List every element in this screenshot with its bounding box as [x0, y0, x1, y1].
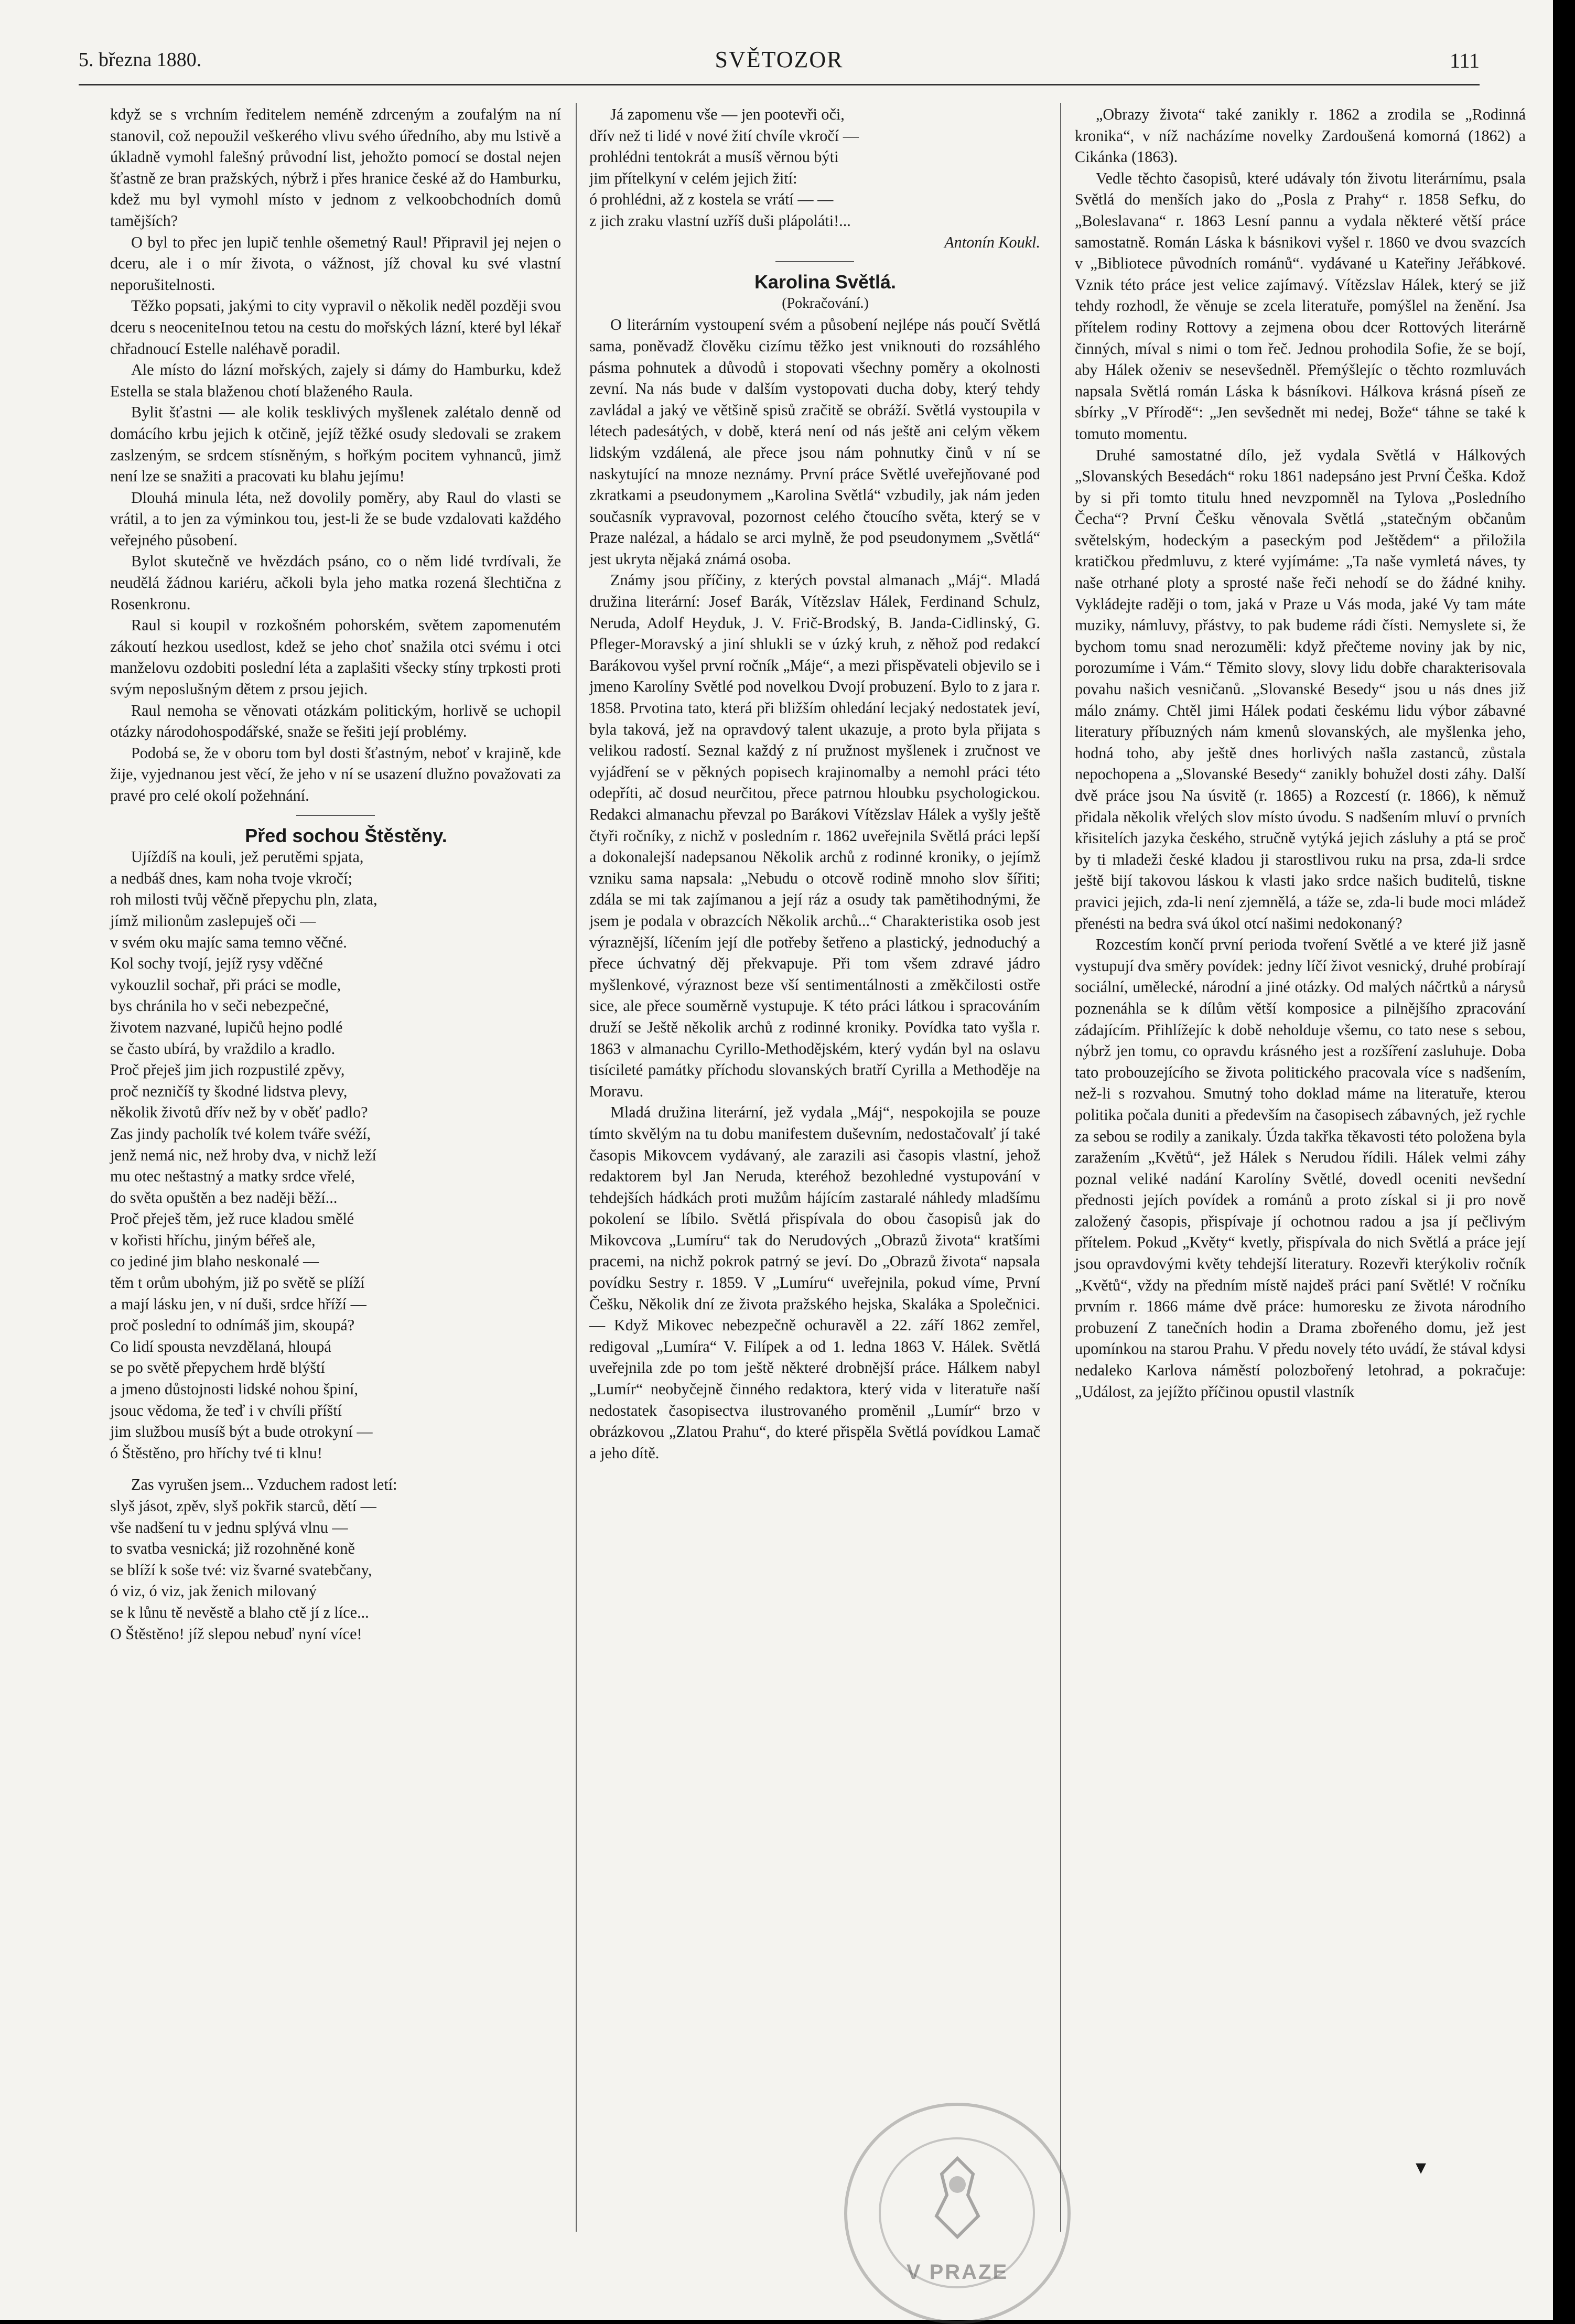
verse-line: vykouzlil sochař, při práci se modle,	[110, 975, 341, 994]
verse-line: ó Štěstěno, pro hříchy tvé ti klnu!	[110, 1444, 322, 1462]
verse-line: vše nadšení tu v jednu splývá vlnu —	[110, 1518, 348, 1536]
verse-line: v kořisti hříchu, jiným béřeš ale,	[110, 1231, 316, 1249]
library-stamp	[844, 2103, 1071, 2324]
journal-title: SVĚTOZOR	[715, 47, 844, 72]
verse-line: se k lůnu tě nevěstě a blaho ctě jí z líce...	[110, 1603, 369, 1621]
verse-line: jímž milionům zaslepuješ oči —	[110, 911, 316, 930]
verse-line: slyš jásot, zpěv, slyš pokřik starců, dětí —	[110, 1497, 376, 1515]
column-3	[1075, 104, 1526, 1402]
paragraph: Dlouhá minula léta, než dovolily poměry, aby Raul do vlasti se vrátil, a to jen za výminkou tou, jest-li že se bude vzdalovati každého veřejného působení.	[110, 488, 561, 549]
stamp-label: V PRAZE	[906, 2261, 1009, 2284]
verse-line: Proč přeješ těm, jež ruce kladou smělé	[110, 1210, 354, 1228]
verse-line: se často ubírá, by vraždilo a kradlo.	[110, 1039, 336, 1058]
paragraph: když se s vrchním ředitelem neméně zdrceným a zoufalým na ní stanovil, což nepoužil veškerého vlivu svého úředního, aby mu lstivě a úkladně vymohl falešný průvodní list, jehožto pomocí se dostal nejen šťastně ze bran pražských, nýbrž i přes hranice české až do Hamburku, kdež mu byl vymohl místo v jednom z velkoobchodních domů tamějších?	[110, 105, 561, 230]
verse-line: dřív než ti lidé v nové žití chvíle vkročí —	[589, 126, 859, 145]
verse-line: jim službou musíš být a bude otrokyní —	[110, 1423, 373, 1441]
paragraph: Vedle těchto časopisů, které udávaly tón životu literárnímu, psala Světlá do menších jako do „Posla z Prahy“ r. 1858 Sefku, do „Boleslavana“ r. 1863 Lesní pannu a vydala některé větší práce samostatně. Román Láska k básnikovi vyšel r. 1860 ve dvou svazcích v „Bibliotece původních románů“. vydávané u Kateřiny Jeřábkové. Vznik této práce jest velice zajímavý. Vítězslav Hálek, který se již tehdy rozhodl, že věnuje se zcela literatuře, pomýšlel na ženění. Jsa přítelem rodiny Rottovy a zejmena obou dcer Rottových literárně činných, míval s nimi o tom řeč. Jednou prohodila Sofie, že se bojí, aby Hálek oženiv se nesevšedněl. Přemýšlejíc o těchto rozmluvách napsala Světlá román Láska k básníkovi. Hálkova krásná píseň ze sbírky „V Přírodě“: „Jen sevšednět mi nedej, Bože“ táhne se také k tomuto momentu.	[1075, 169, 1526, 443]
verse-line: se po světě přepychem hrdě blýští	[110, 1359, 325, 1377]
column-divider	[1060, 103, 1061, 2232]
paragraph: Bylot skutečně ve hvězdách psáno, co o něm lidé tvrdívali, že neudělá žádnou kariéru, ačkoli byla jeho matka rozená šlechtična z Rosenkronu.	[110, 552, 561, 613]
verse-line: a mají lásku jen, v ní duši, srdce hříží —	[110, 1295, 366, 1313]
section-separator	[775, 261, 854, 262]
verse-line: jenž nemá nic, než hroby dva, v nichž leží	[110, 1146, 376, 1164]
issue-date: 5. března 1880.	[79, 49, 202, 71]
verse-line: roh milosti tvůj věčně přepychu pln, zlata,	[110, 890, 377, 909]
page-mark: ▾	[1416, 2155, 1427, 2179]
poem-ending	[589, 104, 1040, 232]
column-1	[110, 104, 561, 1644]
verse-line: bys chránila ho v seči nebezpečné,	[110, 997, 329, 1015]
verse-line: životem nazvané, lupičů hejno podlé	[110, 1018, 343, 1036]
verse-line: jsouc vědoma, že teď i v chvíli příští	[110, 1401, 342, 1419]
paragraph: Raul nemoha se věnovati otázkám politickým, horlivě se uchopil otázky národohospodářské, snaže se řešiti její problémy.	[110, 701, 561, 741]
verse-line: Já zapomenu vše — jen pootevři oči,	[610, 105, 845, 123]
verse-line: těm t orům ubohým, již po světě se plíží	[110, 1274, 365, 1292]
poem-title: Před sochou Štěstěny.	[245, 824, 447, 846]
verse-line: Zas vyrušen jsem... Vzduchem radost letí:	[131, 1476, 397, 1494]
paragraph: O literárním vystoupení svém a působení nejlépe nás poučí Světlá sama, poněvadž člověku cizímu těžko jest vniknouti do rozsáhlého pásma pohnutek a důvodů i stopovati všechny poměry a okolnosti zevní. Na nás bude v dalším vystopovati ducha doby, který tehdy zavládal a jaký ve většině spisů zračitě se obráží. Světlá vystoupila v létech padesátých, v době, která není od nás ještě ani celým věkem lidským vzdálená, ale přece jsou nám pohnutky činů v ní se naskytující na mnoze neznámy. První práce Světlé uveřejňované pod zkratkami a pseudonymem „Karolina Světlá“ vzbudily, jak nám jeden současník vypravoval, pozornost celého čtoucího světa, který se v Praze nalézal, a hádalo se arci mylně, že pod pseudonymem „Světlá“ jest ukryta nějaká známá osoba.	[589, 316, 1040, 568]
paragraph: Raul si koupil v rozkošném pohorském, světem zapomenutém zákoutí hezkou usedlost, kdež se jeho choť snažila otci svému i otci manželovu ozdobiti poslední léta a zaplašiti všecky stíny trpkosti proti svým neposlušným dětem z prsou jejich.	[110, 616, 561, 698]
section-separator	[296, 815, 375, 816]
verse-line: co jediné jim blaho neskonalé —	[110, 1252, 319, 1271]
verse-line: se blíží k soše tvé: viz švarné svatebčany,	[110, 1561, 372, 1579]
paragraph: Ale místo do lázní mořských, zajely si dámy do Hamburku, kdež Estella se stala blaženou chotí blaženého Raula.	[110, 361, 561, 400]
column-2	[589, 104, 1040, 1464]
verse-line: Ujíždíš na kouli, jež perutěmi spjata,	[131, 848, 364, 866]
column-divider	[576, 103, 577, 2232]
verse-line: v svém oku majíc sama temno věčné.	[110, 933, 347, 951]
article-subtitle: (Pokračování.)	[782, 295, 869, 311]
paragraph: Bylit šťastni — ale kolik tesklivých myšlenek zalétalo denně od domácího krbu jejich k otčině, jejíž těžké osudy sledovali se zrakem zaslzeným, se srdcem stísněným, s hořkým pocitem vyhnanců, jimž není lze se snažiti a pracovati ku blahu jejímu!	[110, 403, 561, 486]
paragraph: Druhé samostatné dílo, jež vydala Světlá v Hálkových „Slovanských Besedách“ roku 1861 nadepsáno jest První Češka. Kdož by si při tomto titulu hned nevzpomněl na Tylova „Posledního Čecha“? První Češku věnovala Světlá „statečným občanům světelským, hodeckým a paseckým pod Ještědem“ a přiložila kratičkou předmluvu, z které vyjímáme: „Ta naše vymletá náves, ty naše otrhané ploty a sprosté naše řeči nehodí se do žádné knihy. Vykládejte raději o tom, jaká v Praze u Vás moda, jaké Vy tam máte muziky, námluvy, přástvy, to pak budeme rádi čísti. Nemyslete si, že bychom tomu snad nerozuměli: když přečteme noviny jak by nic, porozumíme i Vám.“ Těmito slovy, slovy lidu dobře charakterisovala povahu našich vesničanů. „Slovanské Besedy“ jsou u nás dnes již málo známy. Chtěl jimi Hálek podati českému lidu výbor zábavné literatury příbuzných nám kmenů slovanských, ale myšlenka jeho, hodná toho, aby ještě dnes horlivých našla zastanců, zůstala nepochopena a „Slovanské Besedy“ zanikly bohužel dosti záhy. Další dvě práce jsou Na úsvitě (r. 1865) a Rozcestí (r. 1866), k němuž přidala několik vřelých slov místo úvodu. S nadšením mluví o prvních křisitelích jazyka českého, stručně vytýká jejich zásluhy a ptá se proč by ti mladeži české kladou ji starostlivou ruku na prsa, zda-li srdce ještě bijí takovou láskou k vlasti jako srdce našich buditelů, tiskne pravici jejich, zda-li není zjemnělá, a táže se, zda-li bude moci mládež přenésti na bedra svá úkol otcí našimi nedokonaný?	[1075, 446, 1526, 932]
verse-line: a jmeno důstojnosti lidské nohou špiní,	[110, 1380, 358, 1398]
verse-line: mu otec neštastný a matky srdce vřelé,	[110, 1167, 355, 1186]
verse-line: proč poslední to odnímáš jim, skoupá?	[110, 1316, 355, 1335]
header-rule	[79, 84, 1480, 85]
page-header	[79, 48, 1480, 85]
lion-emblem-icon	[915, 2153, 999, 2242]
verse-line: Zas jindy pacholík tvé kolem tváře svéží,	[110, 1124, 371, 1143]
verse-line: a nedbáš dnes, kam noha tvoje vkročí;	[110, 869, 352, 887]
paragraph: Mladá družina literární, jež vydala „Máj“, nespokojila se pouze tímto skvělým na tu dobu manifestem duševním, nedostačovalť jí také časopis Mikovcem vydávaný, ale zarazili asi časopis vlastní, jehož redaktorem byl Jan Neruda, kteréhož bezohledné vystupování v tehdejších hádkách proti mužům hájícím zastaralé náhledy mladšímu pokolení se líbilo. Světlá přispívala do obou časopisů jak do Mikovcova „Lumíru“ tak do Nerudových „Obrazů života“ kratšími pracemi, na nichž pokrok patrný se jeví. Do „Obrazů života“ napsala povídku Sestry r. 1859. V „Lumíru“ uveřejnila, pokud víme, První Češku, Několik dní ze života pražského hejska, Skaláka a Společnici. — Když Mikovec nebezpečně ochuravěl a 22. září 1862 zemřel, redigoval „Lumíra“ V. Filípek a od 1. ledna 1863 V. Hálek. Světlá uveřejnila zde po tom ještě některé drobnější práce. Hálkem nabyl „Lumír“ neobyčejně činného redaktora, který vida v literatuře naší nedostatek časopisectva ilustrovaného proměnil „Lumír“ brzo v obrázkovou „Zlatou Prahu“, do které přispěla Světlá povídkou Lamač a jeho dítě.	[589, 1103, 1040, 1462]
paragraph: Známy jsou příčiny, z kterých povstal almanach „Máj“. Mladá družina literární: Josef Barák, Vítězslav Hálek, Ferdinand Schulz, Neruda, Adolf Heyduk, J. V. Frič-Brodský, B. Janda-Cidlinský, G. Pfleger-Moravský a jiní shlukli se v úzký kruh, z něhož pod redakcí Barákovou vyšel první ročník „Máje“, a mezi přispěvateli objevilo se i jmeno Karolíny Světlé pod novelkou Dvojí probuzení. Bylo to z jara r. 1858. Prvotina tato, která při bližším ohledání lecjaký nedostatek jeví, byla taková, jež na opravdový talent ukazuje, a proto byla přijata s velikou radostí. Seznal každý z ní pružnost myšlenek i zručnost ve vyjádření se v pěkných popisech krajinomalby a nemohl práci této odepříti, ač dosud neurčitou, přece patrnou hloubku psychologickou. Redakci almanachu převzal po Barákovi Vítězslav Hálek a vyšly ještě čtyři ročníky, z nichž v posledním r. 1862 uveřejnila Světlá práci lepší a dokonalejší nadepsanou Několik archů z rodinné kroniky, o jejímž vzniku sama napsala: „Nebudu o otcově rodině mnoho slov šířiti; zdála se mi tak zajímanou a její ráz a osudy tak pamětihodnými, že jsem je podala v obrazcích Několik archů...“ Charakteristika osob jest výraznější, líčením její dle potřeby šetřeno a plastický, jednoduchý a přece úchvatný děj překvapuje. Při tom všem zdravé jádro myšlenkové, výraznost beze vší sentimentálnosti a změkčilosti ostře sice, ale přece souměrně vystupuje. K této práci látkou i spracováním druží se Ještě několik archů z rodinné kroniky. Povídka tato vyšla r. 1863 v almanachu Cyrillo-Methodějském, který vydán byl na oslavu tisícileté památky příchodu slovanských bratří Cyrilla a Methoděje na Moravu.	[589, 571, 1040, 1100]
paragraph: O byl to přec jen lupič tenhle ošemetný Raul! Připravil jej nejen o dceru, ale i o mír života, o vážnost, jíž choval ku své vlastní neporušitelnosti.	[110, 233, 561, 294]
verse-line: O Štěstěno! jíž slepou nebuď nyní více!	[110, 1624, 362, 1643]
paragraph: Těžko popsati, jakými to city vypravil o několik neděl později svou dceru s neoceniteInou tetou na cestu do mořských lázní, které byl lékař chřadnoucí Estelle naléhavě poradil.	[110, 297, 561, 358]
poem-stanza	[110, 846, 561, 1644]
verse-line: ó viz, ó viz, jak ženich milovaný	[110, 1582, 317, 1600]
article-title: Karolina Světlá.	[754, 271, 897, 293]
paragraph: „Obrazy života“ také zanikly r. 1862 a zrodila se „Rodinná kronika“, v níž nacházíme novelky Zardoušená komorná (1862) a Cikánka (1863).	[1075, 105, 1526, 166]
verse-line: několik životů dřív než by v oběť padlo?	[110, 1103, 368, 1122]
paragraph: Podobá se, že v oboru tom byl dosti šťastným, neboť v krajině, kde žije, vyjednanou jest věcí, že jeho v ní se usazení dlužno považovati za pravé pro celé okolí požehnání.	[110, 744, 561, 804]
verse-line: Kol sochy tvojí, jejíž rysy vděčné	[110, 954, 323, 973]
verse-line: prohlédni tentokrát a musíš věrnou býti	[589, 148, 839, 166]
verse-line: ó prohlédni, až z kostela se vrátí — —	[589, 190, 834, 209]
verse-line: Proč přeješ jim jich rozpustilé zpěvy,	[110, 1061, 345, 1079]
verse-line: Co lidí spousta nevzdělaná, hloupá	[110, 1337, 331, 1355]
verse-line: to svatba vesnická; již rozohněné koně	[110, 1540, 355, 1558]
verse-line: do světa opuštěn a bez naději běží...	[110, 1188, 338, 1207]
verse-line: jim přítelkyní v celém jejich žití:	[589, 169, 797, 187]
page-number: 111	[1449, 49, 1480, 72]
verse-line: z jich zraku vlastní uzříš duši plápoláti!...	[589, 211, 851, 230]
verse-line: proč nezničíš ty škodné lidstva plevy,	[110, 1082, 348, 1100]
paragraph: Rozcestím končí první perioda tvoření Světlé a ve které již jasně vystupují dva směry povídek: jedny líčí život vesnický, druhé probírají sociální, umělecké, národní a jiné otázky. Od malých náčrtků a nárysů poznenáhla se k dílům větší komposice a pilnějšího zpracování zádajícím. Přihlížejíc k době neholduje všemu, co tato nese s sebou, nýbrž jen tomu, co opravdu krásného jest a rozšíření zasluhuje. Doba tato probouzejícího se života politického pracovala více s nadšením, než-li s rozvahou. Smutný toho doklad máme na literatuře, kterou politika počala duniti a především na časopisech zábavných, jež rychle za sebou se rodily a zanikaly. Úzda takřka těkavosti této položena byla zaražením „Květů“, jež Hálek s Nerudou řídili. Hálek velmi záhy poznal veliké nadání Karolíny Světlé, dovedl oceniti nevšední přednosti jejích povídek a románů a proto získal si ji pro nově založený časopis, přispívaje jí ochotnou radou a jsa jí pečlivým přítelem. Pokud „Květy“ kvetly, přispívala do nich Světlá a práce její jsou opravdovými květy tehdejší literatury. Rozevři kterýkoliv ročník „Květů“, vždy na předním místě najdeš práci paní Světlé! V ročníku prvním r. 1866 máme dvě práce: humoresku ze života národního probuzení Z tanečních hodin a Drama zbořeného domu, jež jest upomínkou na starou Prahu. V předu novely této uvádí, že stával kdysi nedaleko Karlova náměstí polozbořený letohrad, a pokračuje: „Událost, za jejížto příčinou opustil vlastník	[1075, 935, 1526, 1401]
poem-author: Antonín Koukl.	[944, 233, 1040, 251]
